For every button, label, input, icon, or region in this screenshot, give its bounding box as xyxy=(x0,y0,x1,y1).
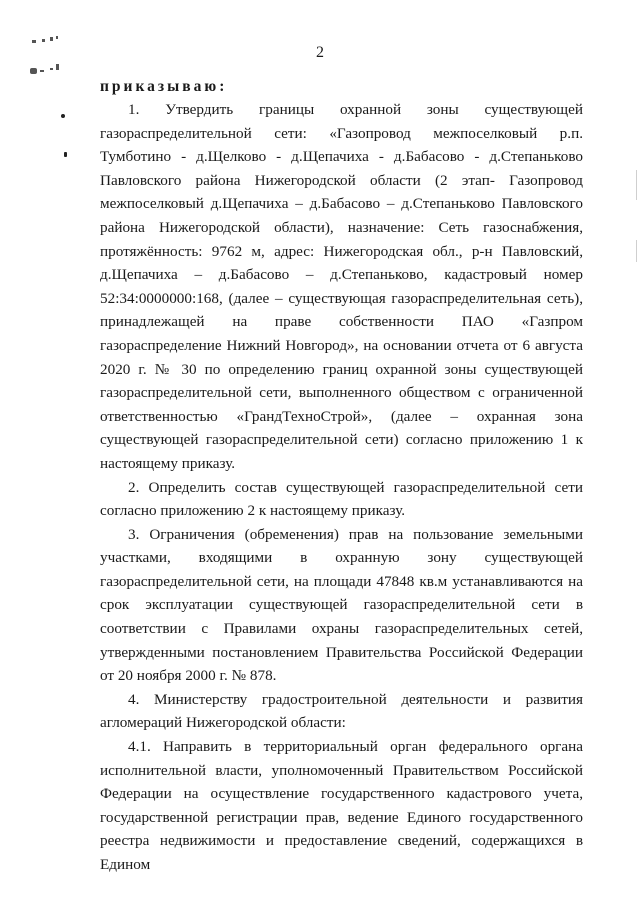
paragraph-1: 1. Утвердить границы охранной зоны существующей газораспределительной сети: «Газопровод межпоселковый р.п. Тумботино - д.Щелково - д.Щепачиха - д.Бабасово - д.Степаньково Павловского района Нижегородской области (2 этап- Газопровод межпоселковый д.Щепачиха – д.Бабасово – д.Степаньково Павловского района Нижегородской области), назначение: Сеть газоснабжения, протяжённость: 9762 м, адрес: Нижегородская обл., р-н Павловский, д.Щепачиха – д.Бабасово – д.Степаньково, кадастровый номер 52:34:0000000:168, (далее – существующая газораспределительная сеть), принадлежащей на праве собственности ПАО «Газпром газораспределение Нижний Новгород», на основании отчета от 6 августа 2020 г. № 30 по определению границ охранной зоны существующей газораспределительной сети, выполненного обществом с ограниченной ответственностью «ГрандТехноСтрой», (далее – охранная зона существующей газораспределительной сети) согласно приложению 1 к настоящему приказу. xyxy=(100,101,583,472)
page-number: 2 xyxy=(316,44,324,61)
scan-mark xyxy=(42,39,45,42)
scan-mark xyxy=(32,40,36,43)
scan-edge-line xyxy=(636,170,637,200)
scan-mark xyxy=(56,36,58,39)
binding-hole-mark xyxy=(61,114,65,118)
scan-mark xyxy=(40,70,44,72)
scan-mark xyxy=(56,64,59,70)
paragraph-4: 4. Министерству градостроительной деятельности и развития агломераций Нижегородской области: xyxy=(100,690,583,732)
scan-edge-line xyxy=(636,240,637,262)
scan-mark xyxy=(30,68,37,74)
binding-hole-mark xyxy=(64,152,67,157)
paragraph-4-1: 4.1. Направить в территориальный орган федерального органа исполнительной власти, уполномоченный Правительством Российской Федерации на осуществление государственного кадастрового учета, государственной регистрации прав, ведение Единого государственного реестра недвижимости и предоставление сведений, содержащихся в Едином xyxy=(100,738,583,873)
scan-mark xyxy=(50,68,53,70)
document-body xyxy=(100,98,583,877)
paragraph-3: 3. Ограничения (обременения) прав на пользование земельными участками, входящими в охранную зону существующей газораспределительной сети, на площади 47848 кв.м устанавливаются на срок эксплуатации существующей газораспределительной сети в соответствии с Правилами охраны газораспределительных сетей, утвержденными постановлением Правительства Российской Федерации от 20 ноября 2000 г. № 878. xyxy=(100,525,583,685)
paragraph-2: 2. Определить состав существующей газораспределительной сети согласно приложению 2 к настоящему приказу. xyxy=(100,478,583,520)
scan-mark xyxy=(50,37,53,41)
decree-heading: приказываю: xyxy=(100,78,228,95)
